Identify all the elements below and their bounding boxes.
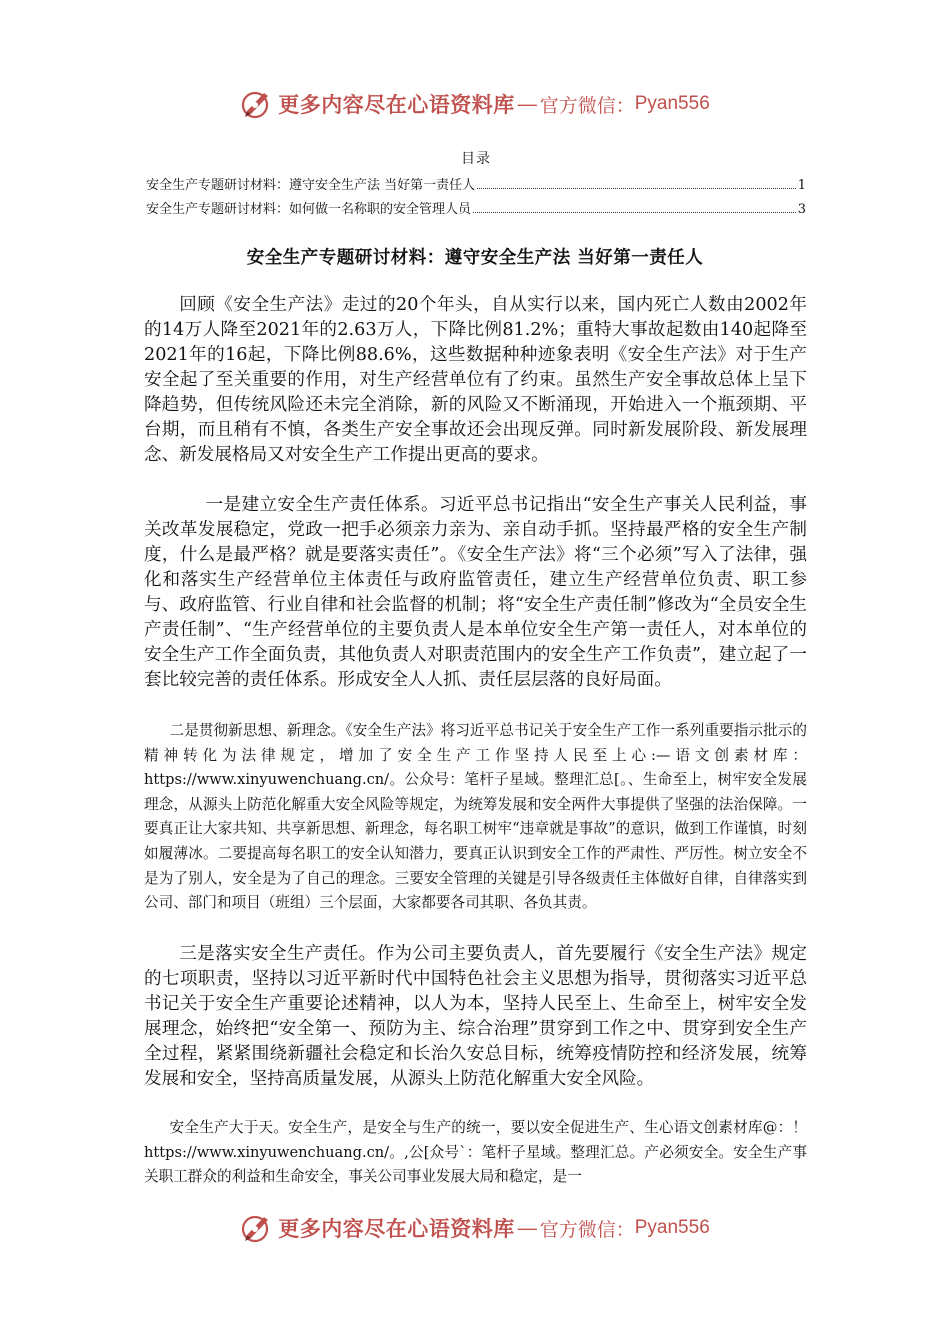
footer-banner xyxy=(0,1208,950,1248)
table-of-contents xyxy=(146,148,806,222)
paragraph-text: 二是贯彻新思想、新理念。《安全生产法》将习近平总书记关于安全生产工作一系列重要指示批示的精神转化为法律规定，增加了安全生产工作坚持人民至上心:—语文创素材库：https://www.xinyuwenchuang.cn/。公众号：笔杆子星域。整理汇总[。、生命至上，树牢安全发展理念，从源头上防范化解重大安全风险等规定，为统筹发展和安全两件大事提供了坚强的法治保障。一要真正让大家共知、共享新思想、新理念，每名职工树牢“违章就是事故”的意识，做到工作谨慎，时刻如履薄冰。二要提高每名职工的安全认知潜力，要真正认识到安全工作的严肃性、严厉性。树立安全不是为了别人，安全是为了自己的理念。三要安全管理的关键是引导各级责任主体做好自律，自律落实到公司、部门和项目（班组）三个层面，大家都要各司其职、各负其责。 xyxy=(144,722,807,912)
banner-wechat-id: Pyan556 xyxy=(634,1217,710,1238)
paragraph-point-one xyxy=(144,493,807,693)
header-banner xyxy=(0,84,950,124)
paragraph-text: 三是落实安全生产责任。作为公司主要负责人，首先要履行《安全生产法》规定的七项职责，坚持以习近平新时代中国特色社会主义思想为指导，贯彻落实习近平总书记关于安全生产重要论述精神，以人为本，坚持人民至上、生命至上，树牢安全发展理念，始终把“安全第一、预防为主、综合治理”贯穿到工作之中、贯穿到安全生产全过程，紧紧围绕新疆社会稳定和长治久安总目标，统筹疫情防控和经济发展，统筹发展和安全，坚持高质量发展，从源头上防范化解重大安全风险。 xyxy=(144,944,807,1089)
pen-circle-logo-icon xyxy=(240,87,274,121)
banner-wechat-label: 官方微信： xyxy=(539,94,635,117)
paragraph-text: 安全生产大于天。安全生产，是安全与生产的统一，要以安全促进生产、生心语文创素材库@：！https://www.xinyuwenchuang.cn/。,公[众号`：笔杆子星域。整理汇总。产必须安全。安全生产事关职工群众的利益和生命安全，事关公司事业发展大局和稳定，是一 xyxy=(144,1119,807,1186)
toc-entry[interactable] xyxy=(146,198,806,222)
banner-dash: — xyxy=(516,1216,538,1240)
article-heading: 安全生产专题研讨材料：遵守安全生产法 当好第一责任人 xyxy=(246,248,704,268)
toc-entry-page: 1 xyxy=(797,178,806,193)
paragraph-text: 一是建立安全生产责任体系。习近平总书记指出“安全生产事关人民利益，事关改革发展稳定，党政一把手必须亲力亲为、亲自动手抓。坚持最严格的安全生产制度，什么是最严格？就是要落实责任”。《安全生产法》将“三个必须”写入了法律，强化和落实生产经营单位主体责任与政府监管责任，建立生产经营单位负责、职工参与、政府监管、行业自律和社会监督的机制；将“安全生产责任制”修改为“全员安全生产责任制”、“生产经营单位的主要负责人是本单位安全生产第一责任人，对本单位的安全生产工作全面负责，其他负责人对职责范围内的安全生产工作负责”，建立起了一套比较完善的责任体系。形成安全人人抓、责任层层落的良好局面。 xyxy=(144,495,807,690)
paragraph-point-two xyxy=(144,719,807,916)
toc-title: 目录 xyxy=(461,151,491,167)
toc-leader-dots xyxy=(477,187,796,189)
banner-dash: — xyxy=(516,92,538,116)
toc-leader-dots xyxy=(473,211,796,213)
banner-wechat-label: 官方微信： xyxy=(539,1218,635,1241)
paragraph-safety xyxy=(144,1116,807,1190)
toc-entry-page: 3 xyxy=(797,202,806,217)
pen-circle-logo-icon xyxy=(240,1211,274,1245)
paragraph-text: 回顾《安全生产法》走过的20个年头，自从实行以来，国内死亡人数由2002年的14万人降至2021年的2.63万人，下降比例81.2%；重特大事故起数由140起降至2021年的16起，下降比例88.6%，这些数据种种迹象表明《安全生产法》对于生产安全起了至关重要的作用，对生产经营单位有了约束。虽然生产安全事故总体上呈下降趋势，但传统风险还未完全消除，新的风险又不断涌现，开始进入一个瓶颈期、平台期，而且稍有不慎，各类生产安全事故还会出现反弹。同时新发展阶段、新发展理念、新发展格局又对安全生产工作提出更高的要求。 xyxy=(144,295,807,465)
paragraph-point-three xyxy=(144,942,807,1092)
banner-title: 更多内容尽在心语资料库 xyxy=(278,92,515,117)
banner-title: 更多内容尽在心语资料库 xyxy=(278,1216,515,1241)
paragraph-intro xyxy=(144,293,807,468)
toc-entry-text: 安全生产专题研讨材料：如何做一名称职的安全管理人员 xyxy=(146,202,472,217)
toc-entry-text: 安全生产专题研讨材料：遵守安全生产法 当好第一责任人 xyxy=(146,178,476,193)
banner-wechat-id: Pyan556 xyxy=(634,93,710,114)
toc-entry[interactable] xyxy=(146,174,806,198)
